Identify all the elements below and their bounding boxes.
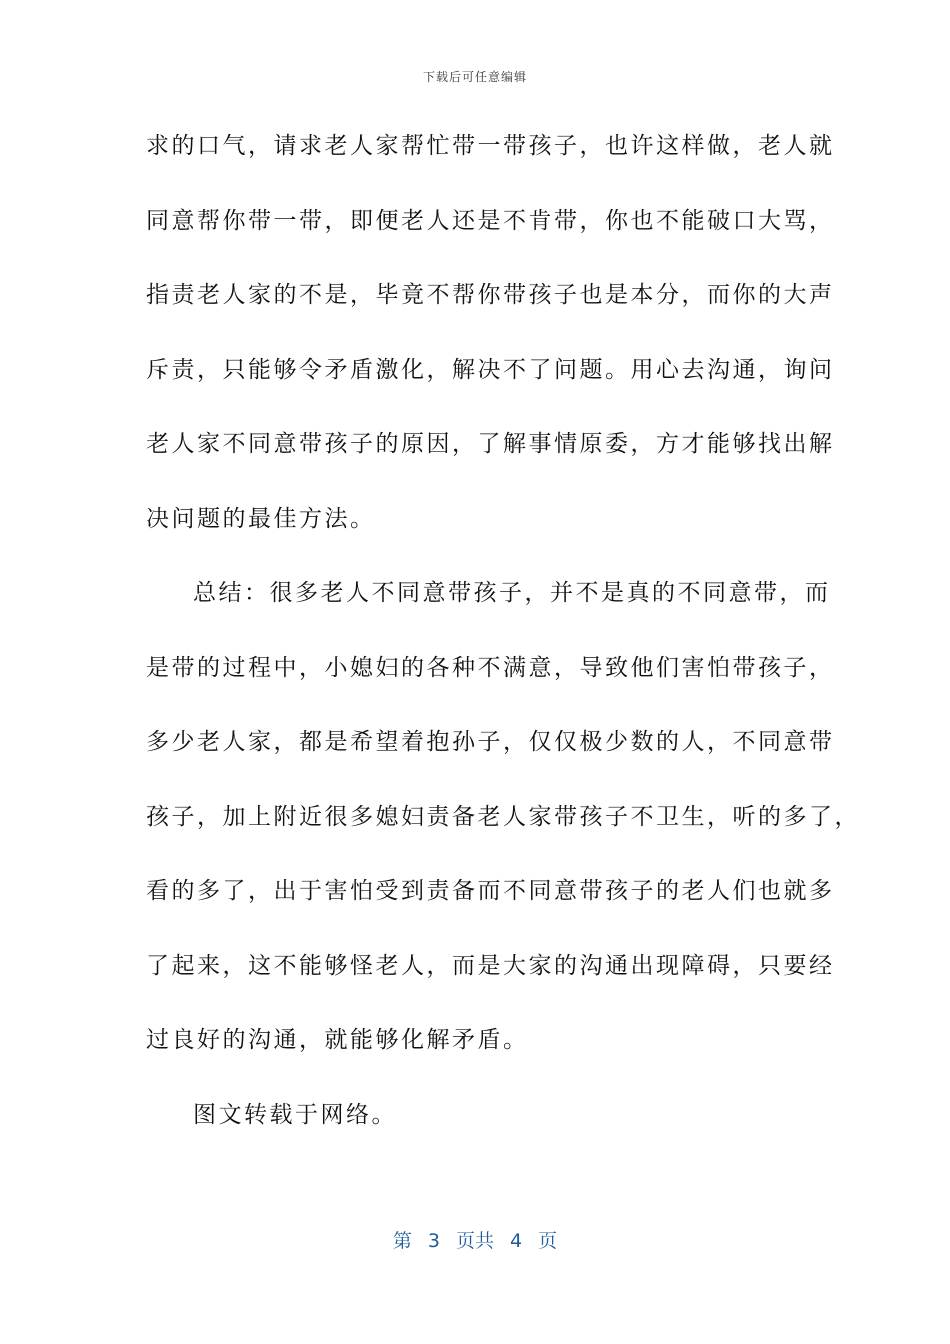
body-line-paragraph-start: 总结：很多老人不同意带孩子，并不是真的不同意带，而 — [193, 580, 831, 606]
body-line: 了起来，这不能够怪老人，而是大家的沟通出现障碍，只要经 — [146, 952, 835, 979]
body-line: 看的多了，出于害怕受到责备而不同意带孩子的老人们也就多 — [146, 878, 835, 904]
body-line: 是带的过程中，小媳妇的各种不满意，导致他们害怕带孩子， — [146, 654, 835, 681]
page-header: 下载后可任意编辑 — [422, 70, 527, 84]
body-line: 孩子，加上附近很多媳妇责备老人家带孩子不卫生，听的多了， — [146, 803, 860, 830]
body-line: 决问题的最佳方法。 — [146, 505, 376, 532]
footer-middle: 页共 — [455, 1230, 494, 1252]
current-page-number: 3 — [427, 1230, 440, 1252]
footer-prefix: 第 — [392, 1230, 412, 1252]
total-pages-number: 4 — [510, 1230, 523, 1252]
body-line: 同意帮你带一带，即便老人还是不肯带，你也不能破口大骂， — [146, 207, 835, 234]
body-line: 过良好的沟通，就能够化解矛盾。 — [146, 1027, 529, 1053]
body-line-paragraph-start: 图文转载于网络。 — [193, 1101, 397, 1128]
body-line: 多少老人家，都是希望着抱孙子，仅仅极少数的人，不同意带 — [146, 729, 835, 755]
body-line: 斥责，只能够令矛盾激化，解决不了问题。用心去沟通，询问 — [146, 356, 835, 383]
footer-suffix: 页 — [538, 1230, 558, 1252]
page-footer — [0, 1226, 950, 1253]
body-line: 求的口气，请求老人家帮忙带一带孩子，也许这样做，老人就 — [146, 133, 835, 159]
document-body — [146, 126, 860, 1169]
body-line: 指责老人家的不是，毕竟不帮你带孩子也是本分，而你的大声 — [146, 282, 835, 308]
body-line: 老人家不同意带孩子的原因，了解事情原委，方才能够找出解 — [146, 431, 835, 457]
